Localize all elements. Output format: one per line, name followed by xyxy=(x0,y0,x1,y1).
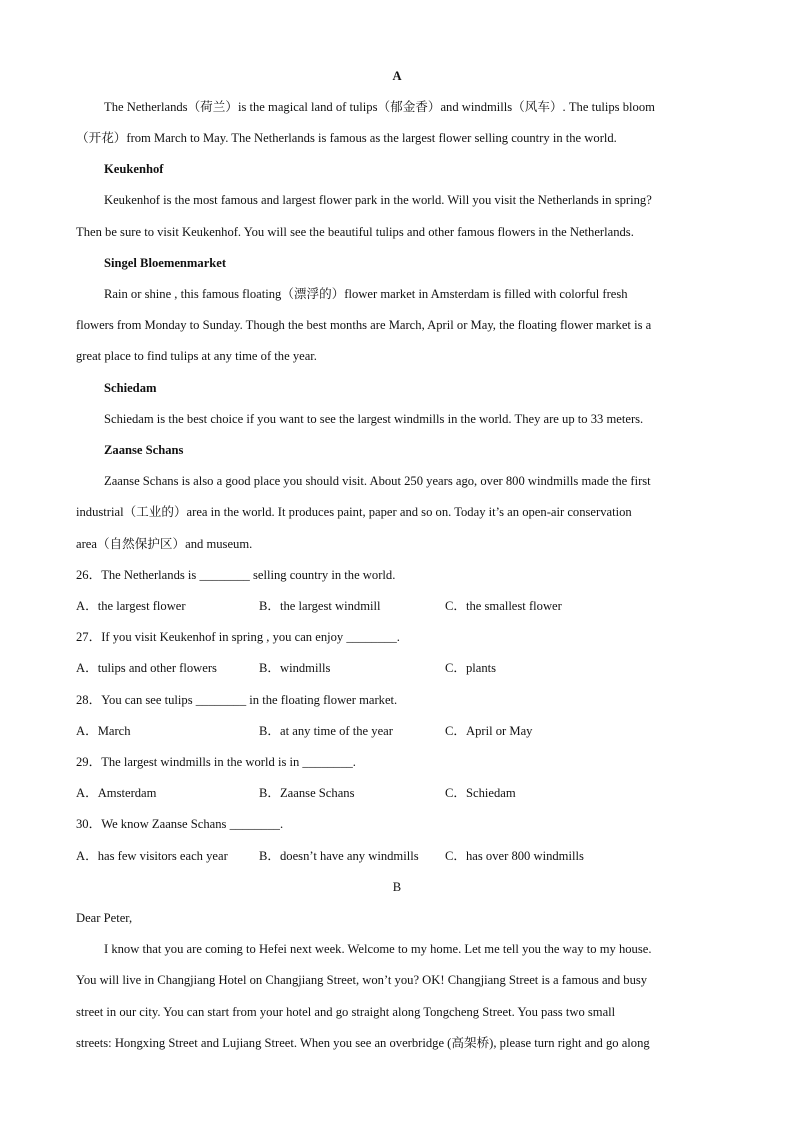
q30-option-b[interactable]: B．doesn’t have any windmills xyxy=(259,849,419,863)
zaanse-line-1: Zaanse Schans is also a good place you should visit. About 250 years ago, over 800 windmills made the first xyxy=(104,474,651,488)
intro-line-2: （开花）from March to May. The Netherlands is famous as the largest flower selling country in the world. xyxy=(76,131,617,145)
intro-line-1: The Netherlands（荷兰）is the magical land of tulips（郁金香）and windmills（风车）. The tulips bloom xyxy=(104,100,655,114)
question-29: 29．The largest windmills in the world is in ________. xyxy=(76,755,356,769)
q28-option-c[interactable]: C．April or May xyxy=(445,724,533,738)
q30-option-c[interactable]: C．has over 800 windmills xyxy=(445,849,584,863)
q30-option-a[interactable]: A．has few visitors each year xyxy=(76,849,228,863)
place-title-zaanse: Zaanse Schans xyxy=(104,443,184,457)
keukenhof-line-2: Then be sure to visit Keukenhof. You will see the beautiful tulips and other famous flowers in the Netherlands. xyxy=(76,225,634,239)
q29-option-a[interactable]: A．Amsterdam xyxy=(76,786,157,800)
q29-option-b[interactable]: B．Zaanse Schans xyxy=(259,786,355,800)
q26-option-c[interactable]: C．the smallest flower xyxy=(445,599,562,613)
singel-line-1: Rain or shine , this famous floating（漂浮的）flower market in Amsterdam is filled with colorful fresh xyxy=(104,287,628,301)
question-30: 30．We know Zaanse Schans ________. xyxy=(76,817,284,831)
place-title-schiedam: Schiedam xyxy=(104,381,157,395)
q28-option-b[interactable]: B．at any time of the year xyxy=(259,724,393,738)
q26-option-a[interactable]: A．the largest flower xyxy=(76,599,186,613)
letter-line-4: streets: Hongxing Street and Lujiang Street. When you see an overbridge (高架桥), please turn right and go along xyxy=(76,1036,650,1050)
q27-option-c[interactable]: C．plants xyxy=(445,661,497,675)
letter-line-1: I know that you are coming to Hefei next week. Welcome to my home. Let me tell you the way to my house. xyxy=(104,942,652,956)
question-27: 27．If you visit Keukenhof in spring , you can enjoy ________. xyxy=(76,630,400,644)
place-title-keukenhof: Keukenhof xyxy=(104,162,164,176)
singel-line-2: flowers from Monday to Sunday. Though the best months are March, April or May, the floating flower market is a xyxy=(76,318,652,332)
section-b-heading: B xyxy=(392,880,402,894)
keukenhof-line-1: Keukenhof is the most famous and largest flower park in the world. Will you visit the Netherlands in spring? xyxy=(104,193,652,207)
question-28: 28．You can see tulips ________ in the floating flower market. xyxy=(76,693,398,707)
section-a-heading: A xyxy=(392,69,402,83)
letter-line-2: You will live in Changjiang Hotel on Changjiang Street, won’t you? OK! Changjiang Street is a famous and busy xyxy=(76,973,648,987)
q27-option-a[interactable]: A．tulips and other flowers xyxy=(76,661,217,675)
zaanse-line-3: area（自然保护区）and museum. xyxy=(76,537,253,551)
schiedam-line-1: Schiedam is the best choice if you want to see the largest windmills in the world. They are up to 33 meters. xyxy=(104,412,644,426)
q26-option-b[interactable]: B．the largest windmill xyxy=(259,599,381,613)
question-26: 26．The Netherlands is ________ selling country in the world. xyxy=(76,568,396,582)
singel-line-3: great place to find tulips at any time of the year. xyxy=(76,349,317,363)
q29-option-c[interactable]: C．Schiedam xyxy=(445,786,516,800)
letter-line-3: street in our city. You can start from your hotel and go straight along Tongcheng Street. You pass two small xyxy=(76,1005,616,1019)
q28-option-a[interactable]: A．March xyxy=(76,724,131,738)
q27-option-b[interactable]: B．windmills xyxy=(259,661,331,675)
place-title-singel: Singel Bloemenmarket xyxy=(104,256,227,270)
zaanse-line-2: industrial（工业的）area in the world. It produces paint, paper and so on. Today it’s an open-air conservation xyxy=(76,505,632,519)
letter-salutation: Dear Peter, xyxy=(76,911,133,925)
